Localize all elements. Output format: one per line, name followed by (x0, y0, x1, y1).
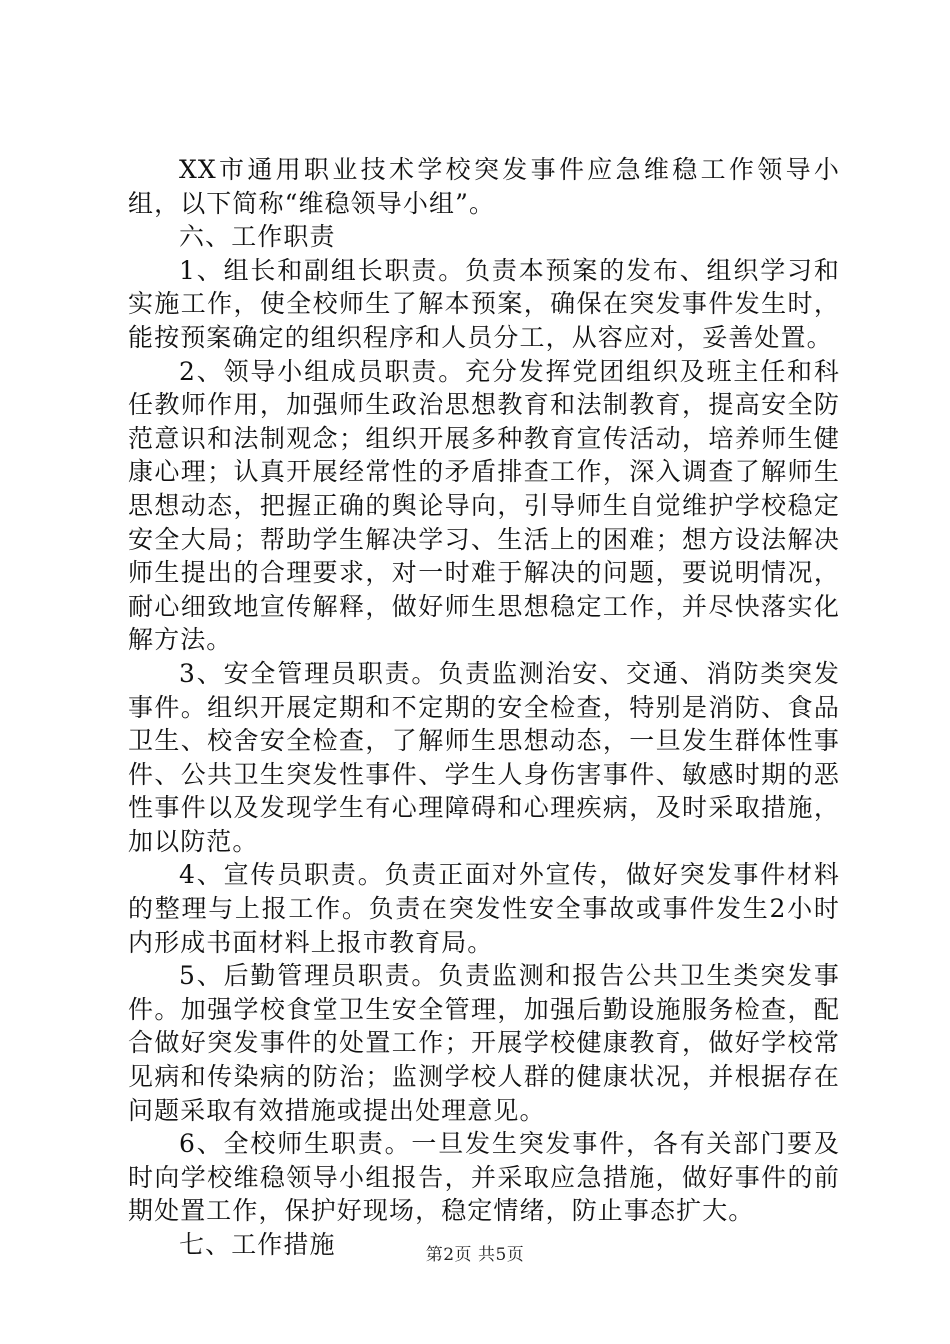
paragraph-duty-5: 5、后勤管理员职责。负责监测和报告公共卫生类突发事件。加强学校食堂卫生安全管理，加强后勤设施服务检查，配合做好突发事件的处置工作；开展学校健康教育，做好学校常见病和传染病的防治；监测学校人群的健康状况，并根据存在问题采取有效措施或提出处理意见。 (128, 961, 840, 1125)
paragraph-duty-4: 4、宣传员职责。负责正面对外宣传，做好突发事件材料的整理与上报工作。负责在突发性安全事故或事件发生2小时内形成书面材料上报市教育局。 (128, 860, 840, 957)
paragraph-duty-2: 2、领导小组成员职责。充分发挥党团组织及班主任和科任教师作用，加强师生政治思想教育和法制教育，提高安全防范意识和法制观念；组织开展多种教育宣传活动，培养师生健康心理；认真开展经常性的矛盾排查工作，深入调查了解师生思想动态，把握正确的舆论导向，引导师生自觉维护学校稳定安全大局；帮助学生解决学习、生活上的困难；想方设法解决师生提出的合理要求，对一时难于解决的问题，要说明情况，耐心细致地宣传解释，做好师生思想稳定工作，并尽快落实化解方法。 (128, 356, 840, 655)
section-heading-measures: 七、工作措施 (179, 1230, 336, 1259)
paragraph-duty-3: 3、安全管理员职责。负责监测治安、交通、消防类突发事件。组织开展定期和不定期的安全检查，特别是消防、食品卫生、校舍安全检查，了解师生思想动态，一旦发生群体性事件、公共卫生突发性事件、学生人身伤害事件、敏感时期的恶性事件以及发现学生有心理障碍和心理疾病，及时采取措施，加以防范。 (128, 658, 840, 856)
paragraph-duty-6: 6、全校师生职责。一旦发生突发事件，各有关部门要及时向学校维稳领导小组报告，并采取应急措施，做好事件的前期处置工作，保护好现场，稳定情绪，防止事态扩大。 (128, 1129, 840, 1226)
document-body (128, 153, 840, 1262)
paragraph-duty-1: 1、组长和副组长职责。负责本预案的发布、组织学习和实施工作，使全校师生了解本预案，确保在突发事件发生时，能按预案确定的组织程序和人员分工，从容应对，妥善处置。 (128, 255, 840, 352)
paragraph-intro: XX市通用职业技术学校突发事件应急维稳工作领导小组，以下简称“维稳领导小组”。 (128, 155, 840, 218)
page-number-footer: 第2页 共5页 (425, 1245, 525, 1265)
section-heading-duties: 六、工作职责 (179, 222, 336, 252)
